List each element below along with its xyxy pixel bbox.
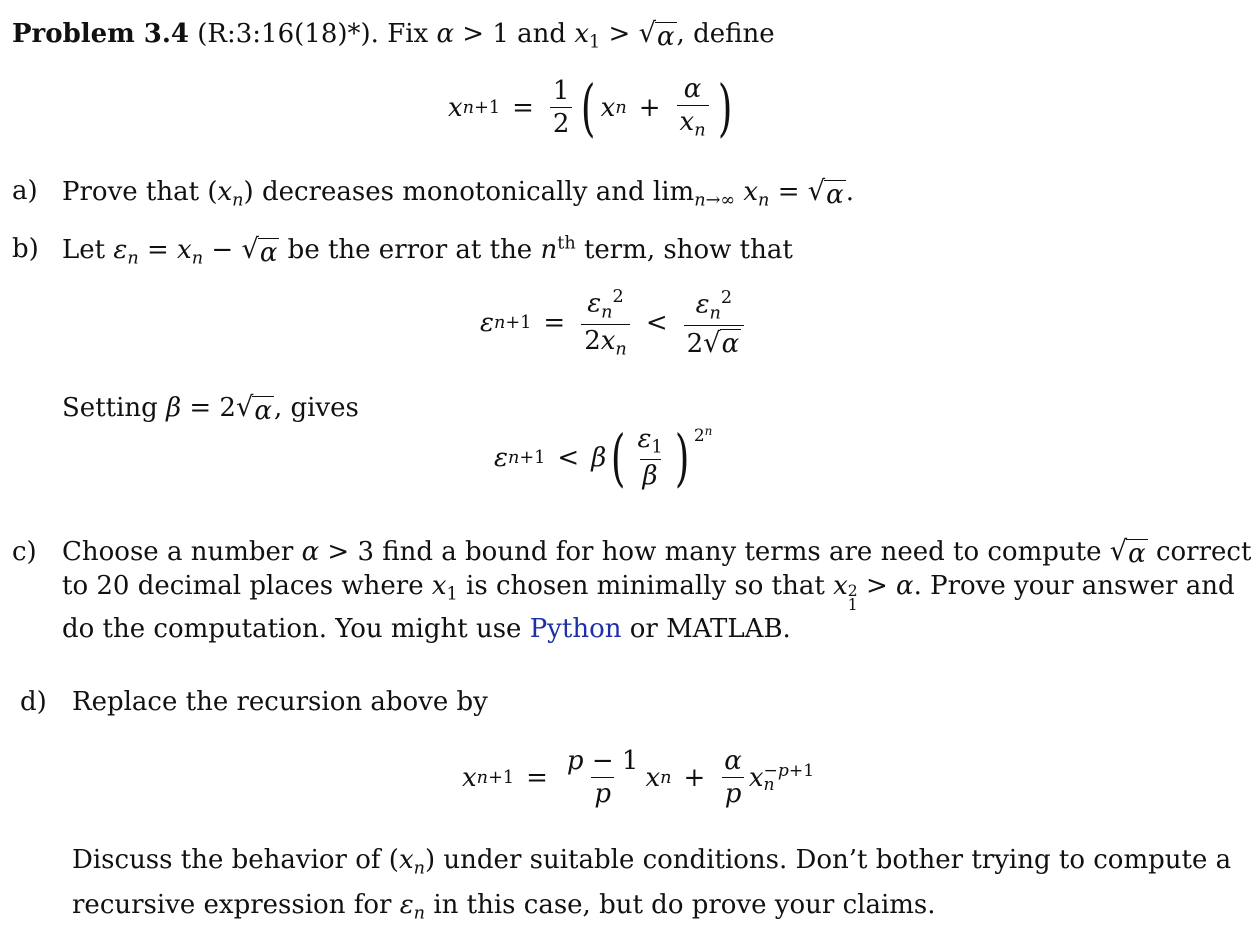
recursion-equation: x n +1 = $\frac{1}{2}$ ( x n + $\frac{\alpha}{x_n}$ ) (448, 71, 732, 145)
part-d-label: d) (20, 687, 47, 717)
generalized-recursion: x n +1 = $\frac{p - 1}{p}$ x n + $\frac{\alpha}{p}$ x −p+1 n (462, 746, 815, 810)
part-c-text: Choose a number α > 3 find a bound for how many terms are need to compute √ α correct to 20 decimal places where $x_1$ is chosen minimally so that x 2 1 > α. Prove your answer and do the computation. You might use Python or MATLAB. (62, 536, 1251, 645)
problem-ref: (R:3:16(18)*). (197, 19, 379, 49)
part-a-label: a) (12, 176, 38, 206)
part-c-label: c) (12, 537, 37, 567)
part-d-text: Replace the recursion above by (72, 687, 488, 717)
setting-beta: Setting β = 2 √ α , gives (62, 392, 359, 427)
part-a-text: Prove that $(x_n)$ decreases monotonically and $\lim_{n\to\infty} x_n$ = √ α . (62, 176, 854, 211)
part-b-text: Let $\varepsilon_n = x_n$ − √ α be the error at the $n^{th}$ term, show that (62, 233, 793, 269)
problem-label: Problem 3.4 (12, 19, 189, 49)
problem-heading: Problem 3.4 (R:3:16(18)*). Fix α > 1 and $x_1$ > √ α , define (12, 18, 775, 53)
error-equation: ε n +1 = $\frac{\varepsilon_n^2}{2x_n}$ < $\varepsilon_n^2$ 2 √ α (480, 288, 748, 359)
part-d-discuss: Discuss the behavior of $(x_n)$ under suitable conditions. Don’t bother trying to compute a recursive expression for $\varepsilon_n$ in this case, but do prove your claims. (72, 845, 1232, 924)
python-link[interactable]: Python (529, 614, 622, 645)
part-b-label: b) (12, 234, 39, 264)
bound-equation: ε n +1 < β ( $\frac{\varepsilon_1}{\beta}$ ) 2$^n$ (494, 421, 713, 495)
